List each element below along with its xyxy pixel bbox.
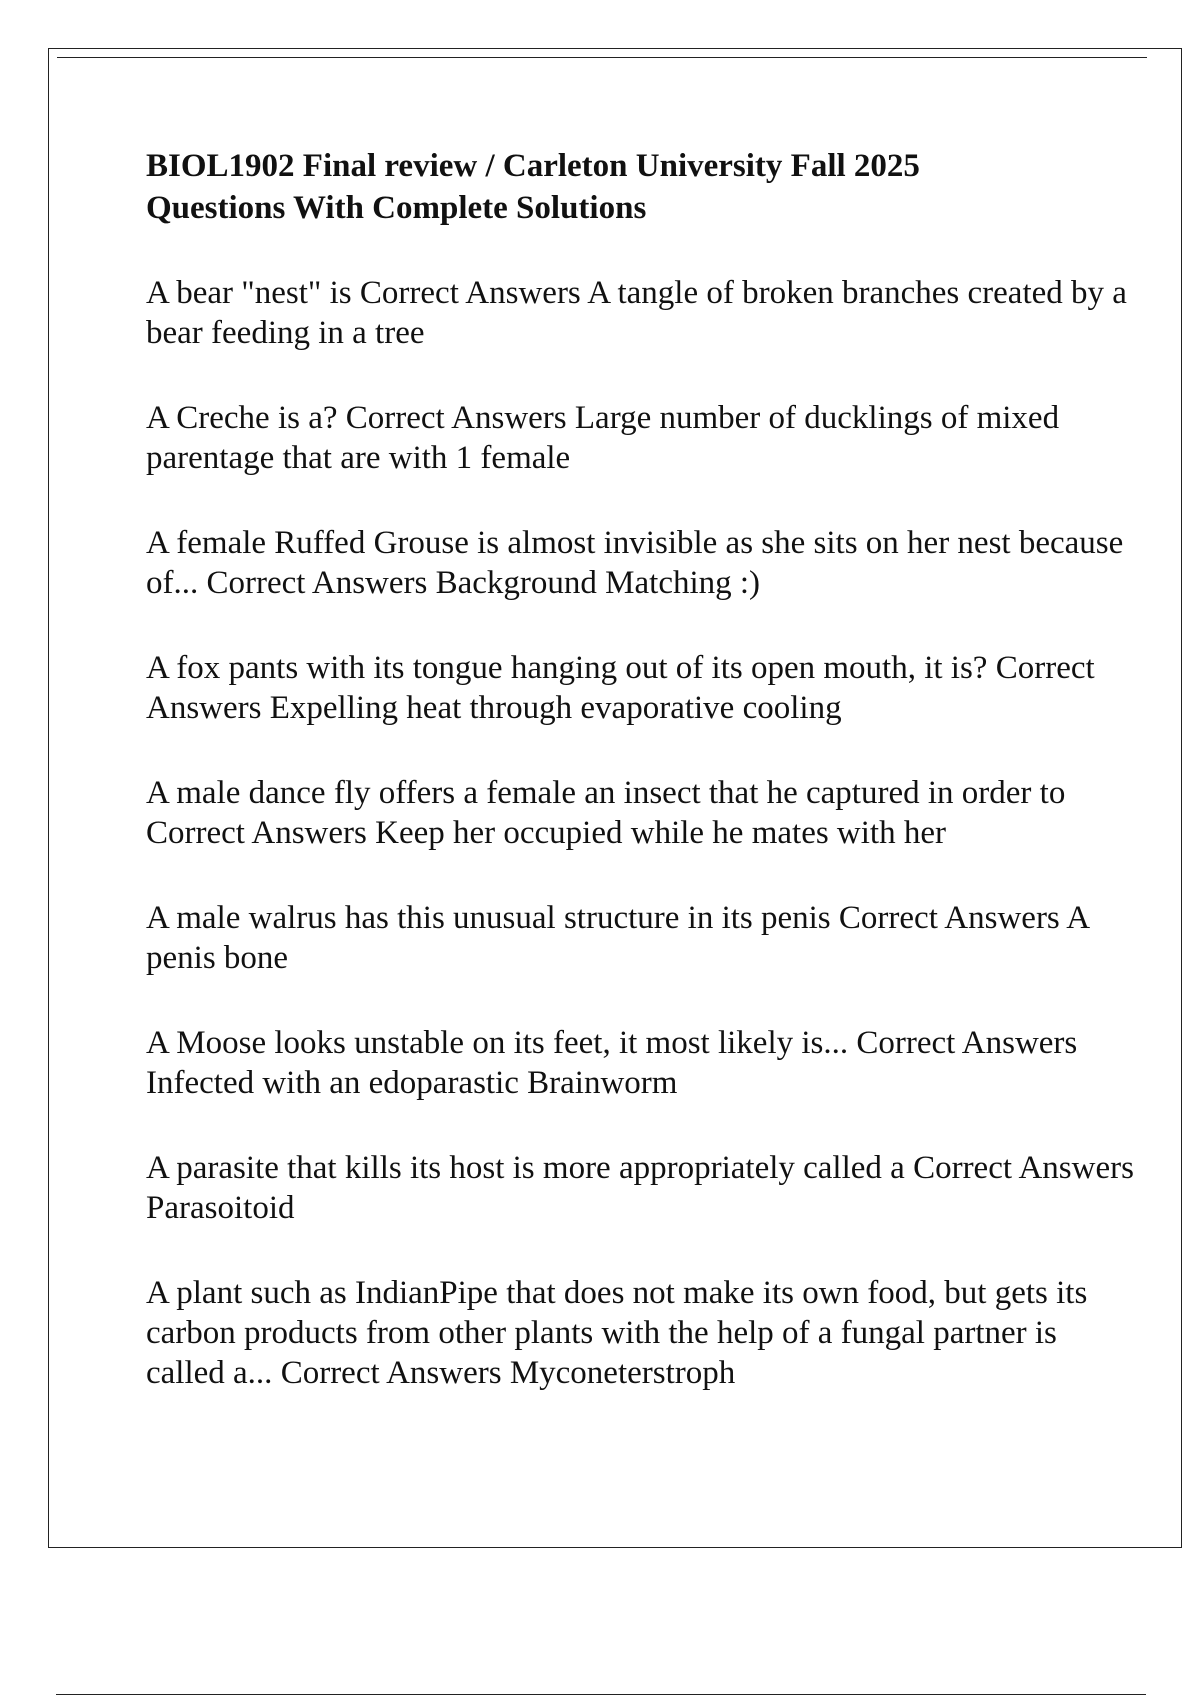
question-text: A Creche is a? (146, 400, 338, 436)
answer-text: Keep her occupied while he mates with her (375, 815, 946, 851)
top-rule (57, 57, 1147, 58)
question-text: A plant such as IndianPipe that does not make its own food, but gets its carbon products from other plants with the help of a fungal partner is called a... (146, 1275, 1096, 1391)
answer-text: A penis bone (146, 900, 1097, 976)
question-text: A Moose looks unstable on its feet, it most likely is... (146, 1025, 849, 1061)
question-text: A bear "nest" is (146, 275, 352, 311)
correct-answers-label: Correct Answers (146, 815, 367, 851)
question-text: A female Ruffed Grouse is almost invisible as she sits on her nest because of... (146, 525, 1132, 601)
answer-text: Parasoitoid (146, 1190, 295, 1226)
correct-answers-label: Correct Answers (359, 275, 581, 311)
correct-answers-label: Correct Answers (280, 1355, 502, 1391)
answer-text: Background Matching :) (435, 565, 761, 601)
qa-item (146, 523, 1136, 603)
document-title-line-2: Questions With Complete Solutions (146, 190, 647, 226)
question-text: A fox pants with its tongue hanging out of its open mouth, it is? (146, 650, 988, 686)
correct-answers-label: Correct Answers (345, 400, 567, 436)
qa-item (146, 898, 1136, 978)
correct-answers-label: Correct Answers (856, 1025, 1078, 1061)
qa-item (146, 398, 1136, 478)
answer-text: A tangle of broken branches created by a bear feeding in a tree (146, 275, 1136, 351)
qa-item (146, 648, 1136, 728)
document-title (146, 145, 1136, 229)
question-text: A male dance fly offers a female an insect that he captured in order to (146, 775, 1066, 811)
document-content (146, 145, 1136, 1438)
qa-item (146, 1023, 1136, 1103)
answer-text: Infected with an edoparastic Brainworm (146, 1065, 678, 1101)
answer-text: Large number of ducklings of mixed parentage that are with 1 female (146, 400, 1068, 476)
correct-answers-label: Correct Answers (913, 1150, 1134, 1186)
correct-answers-label: Correct Answers (838, 900, 1060, 936)
qa-item (146, 773, 1136, 853)
correct-answers-label: Correct Answers (146, 650, 1102, 726)
answer-text: Expelling heat through evaporative cooling (269, 690, 842, 726)
question-text: A male walrus has this unusual structure in its penis (146, 900, 831, 936)
answer-text: Myconeterstroph (509, 1355, 736, 1391)
next-page-top-rule (56, 1694, 1146, 1695)
qa-item (146, 273, 1136, 353)
question-text: A parasite that kills its host is more appropriately called a (146, 1150, 905, 1186)
qa-item (146, 1273, 1136, 1393)
correct-answers-label: Correct Answers (206, 565, 428, 601)
page-frame (48, 48, 1182, 1548)
document-title-line-1: BIOL1902 Final review / Carleton University Fall 2025 (146, 148, 920, 184)
qa-item (146, 1148, 1136, 1228)
